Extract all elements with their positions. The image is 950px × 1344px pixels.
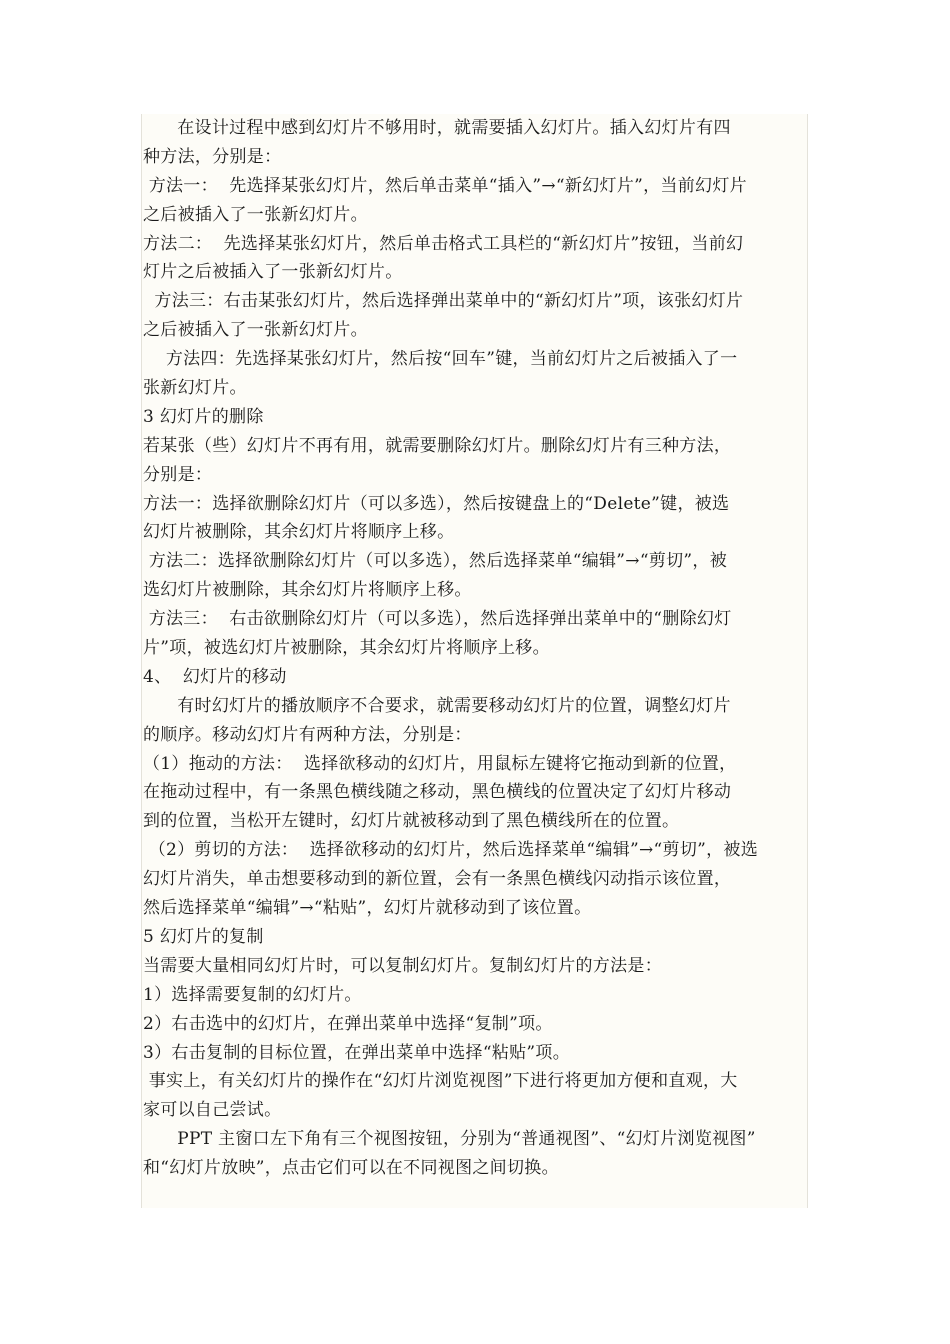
text-line: 张新幻灯片。 xyxy=(143,378,247,399)
text-line: 4、 幻灯片的移动 xyxy=(143,666,287,687)
text-line: 幻灯片消失，单击想要移动到的新位置，会有一条黑色横线闪动指示该位置， xyxy=(143,869,732,890)
text-line: 分别是： xyxy=(143,464,213,485)
text-line: 有时幻灯片的播放顺序不合要求，就需要移动幻灯片的位置，调整幻灯片 xyxy=(143,695,731,716)
text-line: 方法二： 先选择某张幻灯片，然后单击格式工具栏的“新幻灯片”按钮，当前幻 xyxy=(143,233,744,254)
text-line: 然后选择菜单“编辑”→“粘贴”，幻灯片就移动到了该位置。 xyxy=(143,898,592,919)
text-line: 在拖动过程中，有一条黑色横线随之移动，黑色横线的位置决定了幻灯片移动 xyxy=(143,782,732,803)
text-line: 3 幻灯片的删除 xyxy=(143,406,264,427)
text-line: 若某张（些）幻灯片不再有用，就需要删除幻灯片。删除幻灯片有三种方法， xyxy=(143,435,732,456)
text-line: 方法二：选择欲删除幻灯片（可以多选），然后选择菜单“编辑”→“剪切”，被 xyxy=(143,551,728,572)
text-line: 的顺序。移动幻灯片有两种方法，分别是： xyxy=(143,724,472,745)
text-line: 幻灯片被删除，其余幻灯片将顺序上移。 xyxy=(143,522,455,543)
text-line: 和“幻灯片放映”，点击它们可以在不同视图之间切换。 xyxy=(143,1158,559,1179)
text-line: 事实上，有关幻灯片的操作在“幻灯片浏览视图”下进行将更加方便和直观，大 xyxy=(143,1071,738,1092)
text-line: （2）剪切的方法： 选择欲移动的幻灯片，然后选择菜单“编辑”→“剪切”，被选 xyxy=(143,840,759,861)
text-line: 方法三：右击某张幻灯片，然后选择弹出菜单中的“新幻灯片”项，该张幻灯片 xyxy=(143,291,744,312)
document-body xyxy=(143,114,808,1183)
text-line: （1）拖动的方法： 选择欲移动的幻灯片，用鼠标左键将它拖动到新的位置， xyxy=(143,753,737,774)
text-line: 1）选择需要复制的幻灯片。 xyxy=(143,984,362,1005)
text-line: 之后被插入了一张新幻灯片。 xyxy=(143,320,368,341)
text-line: 片”项，被选幻灯片被删除，其余幻灯片将顺序上移。 xyxy=(143,638,550,659)
text-line: 方法四：先选择某张幻灯片，然后按“回车”键，当前幻灯片之后被插入了一 xyxy=(143,349,738,370)
text-line: 3）右击复制的目标位置，在弹出菜单中选择“粘贴”项。 xyxy=(143,1042,570,1063)
text-line: 家可以自己尝试。 xyxy=(143,1100,282,1121)
text-line: 2）右击选中的幻灯片，在弹出菜单中选择“复制”项。 xyxy=(143,1013,553,1034)
text-line: 之后被插入了一张新幻灯片。 xyxy=(143,204,368,225)
text-line: 方法一： 先选择某张幻灯片，然后单击菜单“插入”→“新幻灯片”，当前幻灯片 xyxy=(143,175,747,196)
text-line: 种方法，分别是： xyxy=(143,146,282,167)
text-line: 当需要大量相同幻灯片时，可以复制幻灯片。复制幻灯片的方法是： xyxy=(143,955,662,976)
text-line: PPT 主窗口左下角有三个视图按钮，分别为“普通视图”、“幻灯片浏览视图” xyxy=(143,1129,756,1150)
text-line: 灯片之后被插入了一张新幻灯片。 xyxy=(143,262,403,283)
text-line: 5 幻灯片的复制 xyxy=(143,926,264,947)
text-line: 在设计过程中感到幻灯片不够用时，就需要插入幻灯片。插入幻灯片有四 xyxy=(143,118,731,138)
text-line: 方法一：选择欲删除幻灯片（可以多选），然后按键盘上的“Delete”键，被选 xyxy=(143,493,730,514)
text-line: 选幻灯片被删除，其余幻灯片将顺序上移。 xyxy=(143,580,472,601)
text-line: 到的位置，当松开左键时，幻灯片就被移动到了黑色横线所在的位置。 xyxy=(143,811,680,832)
text-line: 方法三： 右击欲删除幻灯片（可以多选），然后选择弹出菜单中的“删除幻灯 xyxy=(143,609,732,630)
